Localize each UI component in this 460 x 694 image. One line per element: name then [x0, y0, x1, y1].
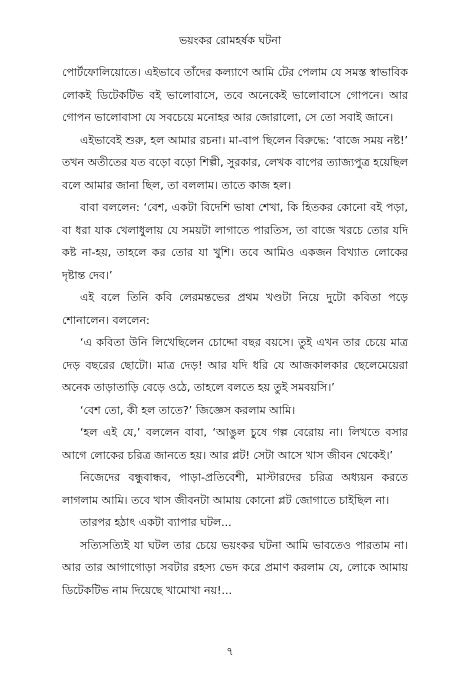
paragraph-2: এইভাবেই শুরু, হল আমার রচনা। মা-বাপ ছিলেন বিরুদ্ধে: ‘বাজে সময় নষ্ট!’ তখন অতীতের যত বড়ো বড়ো শিল্পী, সুরকার, লেখক বাপের ত্যাজ্যপুত্র হয়েছিল বলে আমার জানা ছিল, তা বললাম। তাতে কাজ হল।	[62, 133, 408, 192]
paragraph-7: ‘হল এই যে,’ বললেন বাবা, ‘আঙুল চুষে গল্প বেরোয় না। লিখতে বসার আগে লোকের চরিত্র জানতে হয়। আর প্লট! সেটা আসে খাস জীবন থেকেই।’	[62, 426, 408, 462]
paragraph-3: বাবা বললেন: ‘বেশ, একটা বিদেশি ভাষা শেখা, কি হিতকর কোনো বই পড়া, বা ধরা যাক খেলাধুলায় যে সময়টা লাগাতে পারতিস, তা বাজে খরচে তোর যদি কষ্ট না-হয়, তাহলে কর তোর যা খুশি। তবে আমিও একজন বিখ্যাত লোকের দৃষ্টান্ত দেব।’	[62, 201, 408, 282]
paragraph-9: তারপর হঠাৎ একটা ব্যাপার ঘটল...	[80, 516, 232, 529]
paragraph-10: সত্যিসত্যিই যা ঘটল তার চেয়ে ভয়ংকর ঘটনা আমি ভাবতেও পারতাম না। আর তার আগাগোড়া সবটার রহস্য ভেদ করে প্রমাণ করলাম যে, লোকে আমায় ডিটেকটিভ নাম দিয়েছে খামোখা নয়!...	[62, 538, 408, 597]
paragraph-6: ‘বেশ তো, কী হল তাতে?’ জিজ্ঞেস করলাম আমি।	[80, 403, 296, 417]
paragraph-1: পোর্টফোলিয়োতে। এইভাবে তাঁদের কল্যাণে আমি টের পেলাম যে সমস্ত স্বাভাবিক লোকই ডিটেকটিভ বই ভালোবাসে, তবে অনেকেই ভালোবাসে গোপনে। আর গোপন ভালোবাসা যে সবচেয়ে মনোহর আর জোরালো, সে তো সবাই জানে।	[62, 66, 408, 124]
page-body	[62, 62, 408, 602]
page-number: ৭	[226, 645, 234, 658]
paragraph-4: এই বলে তিনি কবি লেরমন্তভের প্রথম খণ্ডটা নিয়ে দুটো কবিতা পড়ে শোনালেন। বললেন:	[62, 291, 408, 327]
paragraph-8: নিজেদের বন্ধুবান্ধব, পাড়া-প্রতিবেশী, মাস্টারদের চরিত্র অধ্যয়ন করতে লাগলাম আমি। তবে খাস জীবনটা আমায় কোনো প্লট জোগাতে চাইছিল না।	[62, 471, 408, 507]
running-header: ভয়ংকর রোমহর্ষক ঘটনা	[178, 34, 282, 47]
paragraph-5: ‘এ কবিতা উনি লিখেছিলেন চোদ্দো বছর বয়সে। তুই এখন তার চেয়ে মাত্র দেড় বছরের ছোটো। মাত্র দেড়! আর যদি ধরি যে আজকালকার ছেলেমেয়েরা অনেক তাড়াতাড়ি বেড়ে ওঠে, তাহলে বলতে হয় তুই সমবয়সি।’	[62, 336, 408, 394]
